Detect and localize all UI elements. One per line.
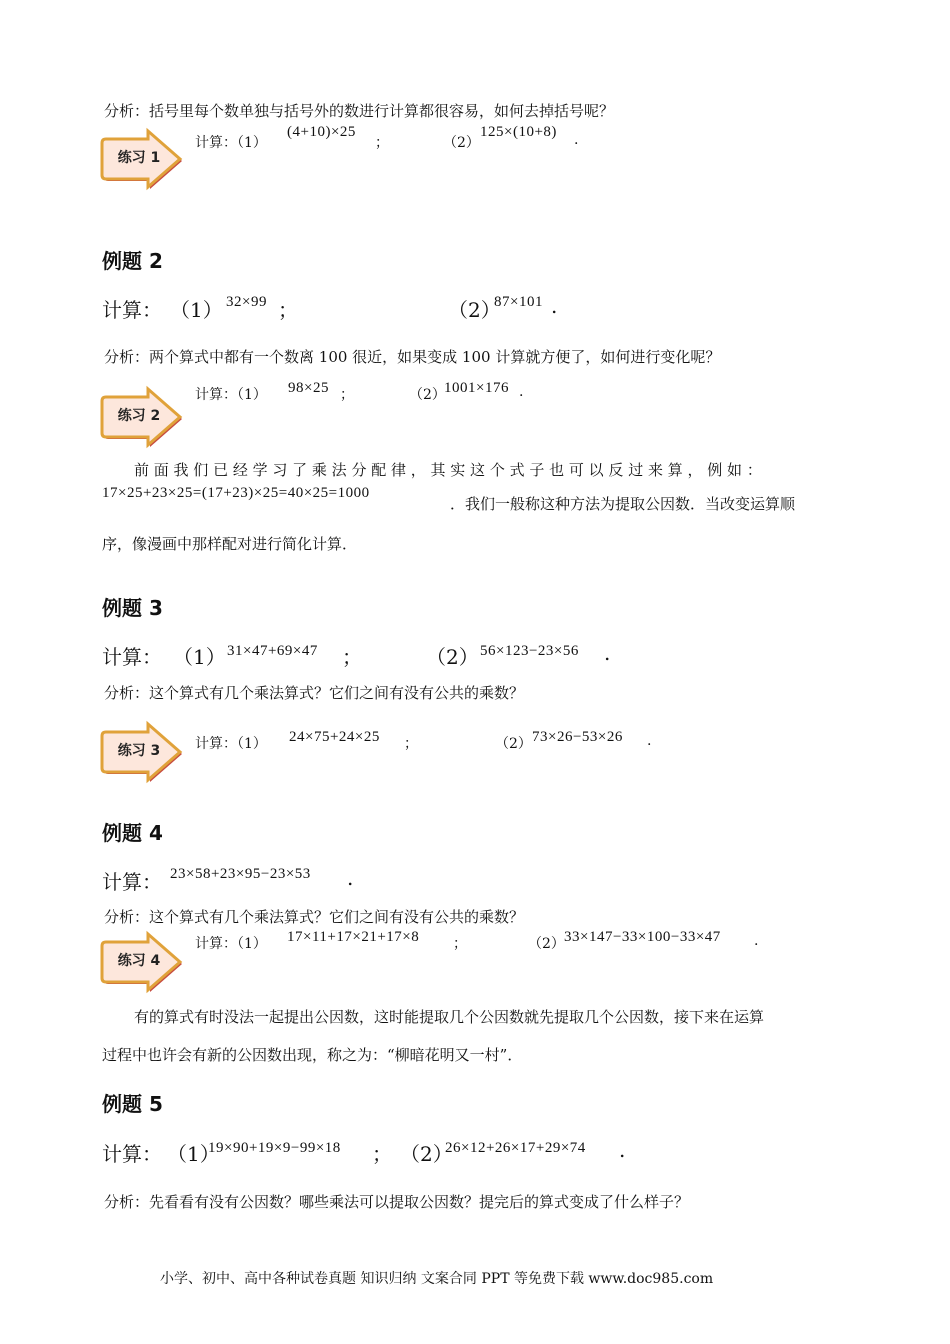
example-5-sep: ； bbox=[372, 1142, 392, 1166]
practice-3-badge bbox=[100, 718, 184, 786]
paragraph-1-expr: 17×25+23×25=(17+23)×25=40×25=1000 bbox=[102, 485, 370, 501]
practice-2-label: 练习 2 bbox=[117, 408, 161, 424]
practice-4-expr-1: 17×11+17×21+17×8 bbox=[287, 929, 420, 945]
example-4-expr-1: 23×58+23×95−23×53 bbox=[170, 866, 311, 882]
example-4-prefix: 计算： bbox=[102, 870, 162, 894]
example-3-expr-2: 56×123−23×56 bbox=[480, 643, 579, 659]
example-5-heading: 例题 5 bbox=[102, 1092, 163, 1116]
practice-1-label: 练习 1 bbox=[117, 150, 161, 166]
practice-3-label-2: （2） bbox=[495, 736, 532, 752]
example-5-end: . bbox=[619, 1138, 626, 1162]
example-2-label-1: （1） bbox=[170, 298, 223, 322]
example-2-end: . bbox=[551, 294, 558, 318]
paragraph-1-line-2: ．我们一般称这种方法为提取公因数．当改变运算顺 bbox=[450, 495, 796, 513]
example-5-label-1: （1） bbox=[167, 1142, 220, 1166]
practice-1-expr-2: 125×(10+8) bbox=[480, 124, 557, 140]
practice-2-prefix: 计算：（1） bbox=[195, 387, 267, 403]
example-3-end: . bbox=[604, 641, 611, 665]
example-2-sep: ； bbox=[278, 298, 298, 322]
practice-1-expr-1: (4+10)×25 bbox=[287, 124, 356, 140]
practice-2-badge bbox=[100, 383, 184, 451]
practice-2-end: . bbox=[519, 384, 524, 400]
footer-text: 小学、初中、高中各种试卷真题 知识归纳 文案合同 PPT 等免费下载 www.doc985.com bbox=[160, 1271, 714, 1287]
example-3-label-2: （2） bbox=[426, 645, 479, 669]
practice-4-label: 练习 4 bbox=[117, 953, 161, 969]
analysis-3: 分析：这个算式有几个乘法算式？它们之间有没有公共的乘数？ bbox=[104, 684, 525, 702]
example-3-sep: ； bbox=[342, 645, 362, 669]
example-2-heading: 例题 2 bbox=[102, 249, 163, 273]
example-5-expr-1: 19×90+19×9−99×18 bbox=[208, 1140, 341, 1156]
example-2-label-2: （2） bbox=[448, 298, 501, 322]
paragraph-1-line-1: 前 面 我 们 已 经 学 习 了 乘 法 分 配 律 ， 其 实 这 个 式 子 也 可 以 反 过 来 算 ， 例 如 ： bbox=[134, 461, 762, 479]
example-2-expr-2: 87×101 bbox=[494, 294, 543, 310]
practice-1-sep: ； bbox=[375, 135, 389, 151]
practice-3-expr-1: 24×75+24×25 bbox=[289, 729, 380, 745]
analysis-2: 分析：两个算式中都有一个数离 100 很近，如果变成 100 计算就方便了，如何进行变化呢？ bbox=[104, 348, 721, 366]
example-5-label-2: （2） bbox=[400, 1142, 453, 1166]
example-5-prefix: 计算： bbox=[102, 1142, 162, 1166]
practice-4-prefix: 计算：（1） bbox=[195, 936, 267, 952]
example-4-end: . bbox=[347, 866, 354, 890]
analysis-5: 分析：先看看有没有公因数？哪些乘法可以提取公因数？提完后的算式变成了什么样子？ bbox=[104, 1193, 690, 1211]
example-2-expr-1: 32×99 bbox=[226, 294, 267, 310]
paragraph-1-line-3: 序，像漫画中那样配对进行简化计算． bbox=[102, 535, 358, 553]
paragraph-2-line-2: 过程中也许会有新的公因数出现，称之为：“柳暗花明又一村”． bbox=[102, 1046, 523, 1064]
practice-4-label-2: （2） bbox=[528, 936, 565, 952]
example-3-prefix: 计算： bbox=[102, 645, 162, 669]
practice-4-sep: ； bbox=[453, 936, 467, 952]
paragraph-2-line-1: 有的算式有时没法一起提出公因数，这时能提取几个公因数就先提取几个公因数，接下来在运算 bbox=[134, 1008, 765, 1026]
practice-3-prefix: 计算：（1） bbox=[195, 736, 267, 752]
practice-3-expr-2: 73×26−53×26 bbox=[532, 729, 623, 745]
example-3-expr-1: 31×47+69×47 bbox=[227, 643, 318, 659]
practice-1-end: . bbox=[574, 132, 579, 148]
practice-4-expr-2: 33×147−33×100−33×47 bbox=[564, 929, 721, 945]
practice-3-sep: ； bbox=[404, 736, 418, 752]
practice-2-label-2: （2） bbox=[409, 387, 446, 403]
example-3-heading: 例题 3 bbox=[102, 596, 163, 620]
example-2-prefix: 计算： bbox=[102, 298, 162, 322]
practice-1-label-2: （2） bbox=[443, 135, 480, 151]
practice-3-end: . bbox=[647, 733, 652, 749]
practice-2-expr-1: 98×25 bbox=[288, 380, 329, 396]
analysis-4: 分析：这个算式有几个乘法算式？它们之间有没有公共的乘数？ bbox=[104, 908, 525, 926]
analysis-1: 分析：括号里每个数单独与括号外的数进行计算都很容易，如何去掉括号呢？ bbox=[104, 102, 615, 120]
example-5-expr-2: 26×12+26×17+29×74 bbox=[445, 1140, 586, 1156]
practice-2-expr-2: 1001×176 bbox=[444, 380, 509, 396]
practice-1-badge bbox=[100, 125, 184, 193]
example-3-label-1: （1） bbox=[173, 645, 226, 669]
practice-1-prefix: 计算：（1） bbox=[195, 135, 267, 151]
practice-4-end: . bbox=[754, 933, 759, 949]
practice-3-label: 练习 3 bbox=[117, 743, 161, 759]
example-4-heading: 例题 4 bbox=[102, 821, 163, 845]
practice-2-sep: ； bbox=[340, 387, 354, 403]
practice-4-badge bbox=[100, 928, 184, 996]
